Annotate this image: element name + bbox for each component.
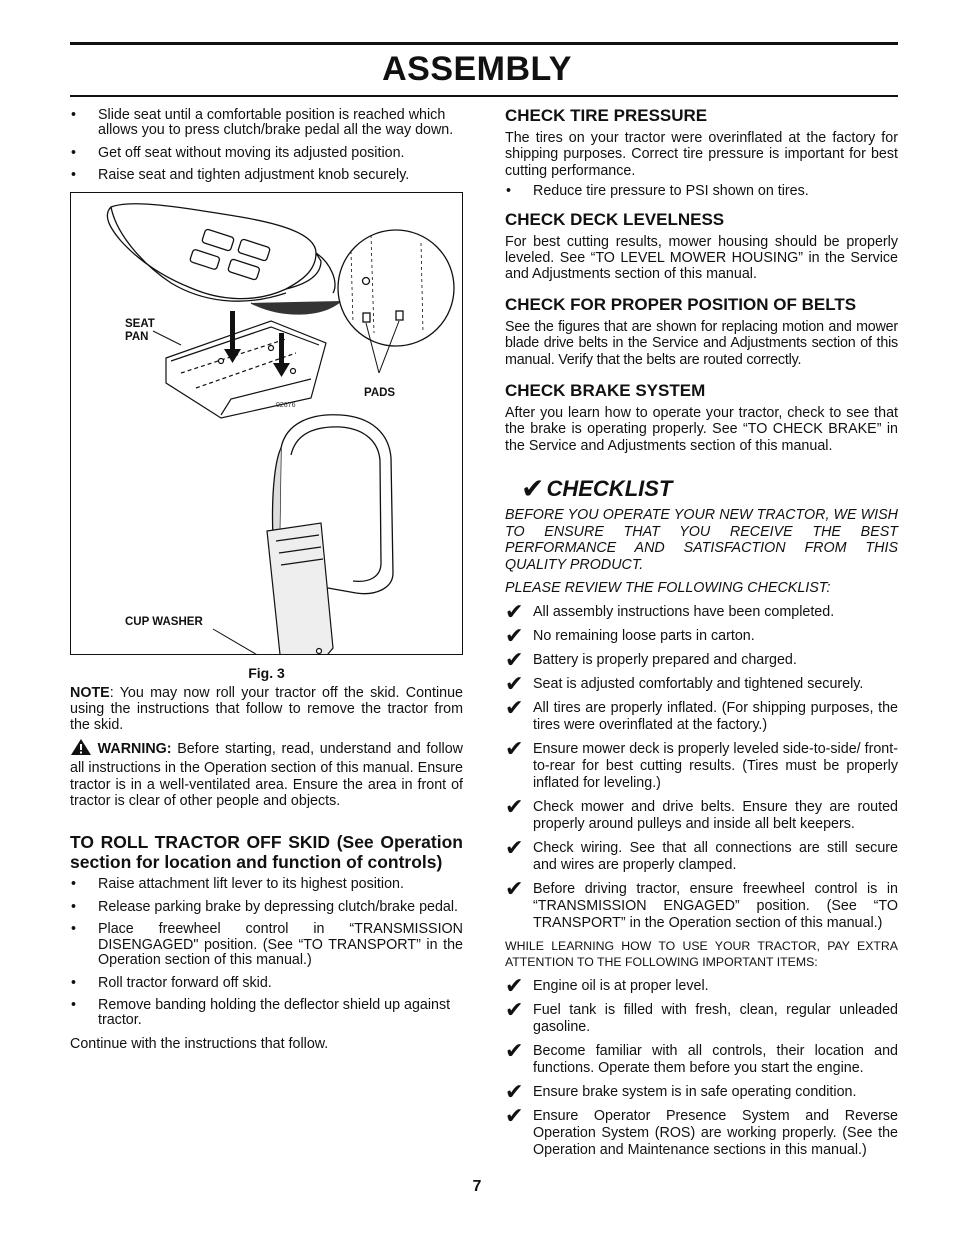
warning-icon (70, 738, 92, 760)
checklist-item: ✔ Check wiring. See that all connections are still secure and wires are properly clamped. (505, 835, 898, 874)
checklist-item: ✔ Ensure Operator Presence System and Reverse Operation System (ROS) are working properly. (See the Operation and Maintenance sections in this manual.) (505, 1103, 898, 1159)
page-number: 7 (472, 1178, 482, 1195)
roll-off-heading: TO ROLL TRACTOR OFF SKID (See Operation section for location and function of controls) (70, 832, 463, 873)
seat-assembly-illustration (71, 193, 462, 654)
checklist-review: PLEASE REVIEW THE FOLLOWING CHECKLIST: (505, 579, 831, 596)
checkmark-icon: ✔ (505, 695, 524, 721)
checklist-item: ✔ All assembly instructions have been completed. (505, 599, 835, 625)
title-rule (70, 95, 898, 97)
left-column (70, 106, 463, 1052)
figure-code: 02676 (276, 401, 296, 409)
checkmark-icon: ✔ (505, 835, 524, 861)
checklist-intro: BEFORE YOU OPERATE YOUR NEW TRACTOR, WE WISH TO ENSURE THAT YOU RECEIVE THE BEST PERFORMANCE AND SATISFACTION FROM THIS QUALITY PRODUCT. (505, 507, 898, 573)
bullet-item: • Slide seat until a comfortable position is reached which allows you to press clutch/brake pedal all the way down. (70, 108, 463, 139)
bullet-item: • Place freewheel control in “TRANSMISSION DISENGAGED" position. (See “TO TRANSPORT” in the Operation section of this manual.) (70, 922, 463, 968)
label-cup-washer: CUP WASHER (125, 615, 203, 628)
figure-caption: Fig. 3 (248, 664, 285, 681)
checklist-item: ✔ Check mower and drive belts. Ensure they are routed properly around pulleys and inside all belt keepers. (505, 794, 898, 833)
belts-text: See the figures that are shown for replacing motion and mower blade drive belts in the Service and Adjustments section of this manual. Verify that the belts are routed correctly. (505, 318, 898, 368)
checkmark-icon: ✔ (505, 647, 524, 673)
page-title: ASSEMBLY (382, 50, 572, 88)
heading-belts: CHECK FOR PROPER POSITION OF BELTS (505, 294, 857, 314)
checkmark-icon: ✔ (521, 473, 545, 505)
label-pads: PADS (364, 386, 396, 399)
brake-text: After you learn how to operate your tractor, check to see that the brake is operating properly. See “TO CHECK BRAKE” in the Service and Adjustments section of this manual. (505, 405, 898, 454)
bullet-item: • Roll tractor forward off skid. (70, 976, 463, 991)
checkmark-icon: ✔ (505, 1079, 524, 1105)
bullet-item: • Get off seat without moving its adjusted position. (70, 146, 463, 161)
checkmark-icon: ✔ (505, 599, 524, 625)
checklist-title: CHECKLIST (546, 475, 673, 501)
label-seat: SEAT (125, 317, 155, 330)
warning-label: WARNING: (97, 740, 172, 757)
checkmark-icon: ✔ (505, 794, 524, 820)
note-label: NOTE (70, 684, 110, 701)
checkmark-icon: ✔ (505, 1103, 524, 1129)
warning-paragraph (70, 738, 463, 810)
heading-brake-system: CHECK BRAKE SYSTEM (505, 381, 706, 401)
note-paragraph (70, 685, 463, 734)
checkmark-icon: ✔ (505, 973, 524, 999)
checkmark-icon: ✔ (505, 671, 524, 697)
checkmark-icon: ✔ (505, 736, 524, 762)
bullet-item: • Remove banding holding the deflector shield up against tractor. (70, 998, 463, 1029)
checkmark-icon: ✔ (505, 623, 524, 649)
checkmark-icon: ✔ (505, 876, 524, 902)
bullet-item: • Raise attachment lift lever to its highest position. (70, 877, 463, 892)
checklist-item: ✔ Seat is adjusted comfortably and tightened securely. (505, 671, 864, 697)
while-learning-text: WHILE LEARNING HOW TO USE YOUR TRACTOR, PAY EXTRA ATTENTION TO THE FOLLOWING IMPORTANT ITEMS: (505, 939, 898, 969)
bullet-item: • Raise seat and tighten adjustment knob securely. (70, 168, 463, 183)
label-leaders-lower (213, 629, 271, 654)
checkmark-icon: ✔ (505, 997, 524, 1023)
warning-text: Before starting, read, understand and follow all instructions in the Operation section of this manual. Ensure tractor is in a well-ventilated area. Ensure the area in front of tractor is clear of other people and objects. (70, 740, 463, 810)
checklist-item: ✔ Engine oil is at proper level. (505, 973, 709, 999)
checklist-item: ✔ Ensure mower deck is properly leveled side-to-side/ front-to-rear for best cutting results. (Tires must be properly inflated for leveling.) (505, 736, 898, 792)
checklist-item: ✔ Ensure brake system is in safe operating condition. (505, 1079, 857, 1105)
right-column (505, 106, 898, 1159)
checklist-item: ✔ Before driving tractor, ensure freewheel control is in “TRANSMISSION ENGAGED” position. (See “TO TRANSPORT” in the Operation section of this manual.) (505, 876, 898, 932)
checkmark-icon: ✔ (505, 1038, 524, 1064)
label-pan: PAN (125, 330, 149, 343)
checklist-heading (505, 472, 898, 505)
note-text: : You may now roll your tractor off the skid. Continue using the instructions that follow to remove the tractor from the skid. (70, 684, 463, 734)
continue-text: Continue with the instructions that follow. (70, 1035, 329, 1052)
checklist-item: ✔ Fuel tank is filled with fresh, clean, regular unleaded gasoline. (505, 997, 898, 1036)
top-rule (70, 42, 898, 45)
bullet-item: • Release parking brake by depressing clutch/brake pedal. (70, 900, 463, 915)
heading-deck-levelness: CHECK DECK LEVELNESS (505, 209, 725, 229)
checklist-item: ✔ Battery is properly prepared and charged. (505, 647, 797, 673)
seat-figure (70, 192, 463, 655)
checklist-item: ✔ All tires are properly inflated. (For shipping purposes, the tires were overinflated at the factory.) (505, 695, 898, 734)
heading-tire-pressure: CHECK TIRE PRESSURE (505, 106, 708, 125)
bullet-item: • Reduce tire pressure to PSI shown on tires. (505, 184, 898, 199)
seat-pan (166, 321, 326, 418)
seat-cushion (107, 203, 341, 313)
deck-text: For best cutting results, mower housing should be properly leveled. See “TO LEVEL MOWER HOUSING” in the Service and Adjustments section of this manual. (505, 233, 898, 283)
checklist-item: ✔ Become familiar with all controls, their location and functions. Operate them before you start the engine. (505, 1038, 898, 1077)
tire-text: The tires on your tractor were overinflated at the factory for shipping purposes. Correct tire pressure is important for best cutting performance. (505, 130, 898, 179)
checklist-item: ✔ No remaining loose parts in carton. (505, 623, 755, 649)
